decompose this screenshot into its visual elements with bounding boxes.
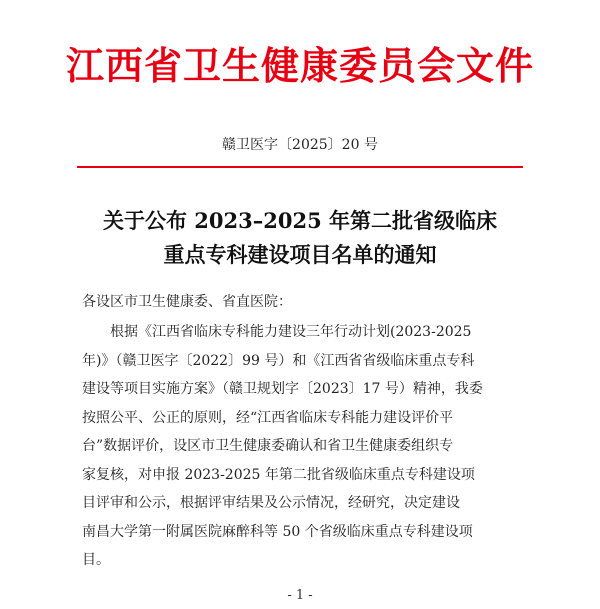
red-divider [77, 166, 523, 168]
notice-title-line-2: 重点专科建设项目名单的通知 [163, 242, 437, 267]
body-line: 目。 [82, 552, 110, 568]
document-number: 赣卫医字〔2025〕20 号 [222, 137, 378, 153]
notice-title [0, 204, 600, 272]
body-line: 目评审和公示，根据评审结果及公示情况，经研究，决定建设 [82, 495, 460, 511]
body-line: 南昌大学第一附属医院麻醉科等 50 个省级临床重点专科建设项 [82, 523, 473, 540]
notice-body [82, 318, 522, 575]
issuer-header-title: 江西省卫生健康委员会文件 [65, 43, 534, 88]
notice-title-line-1: 关于公布 2023–2025 年第二批省级临床 [102, 208, 497, 233]
body-line: 家复核，对申报 2023-2025 年第二批省级临床重点专科建设项 [82, 466, 475, 483]
body-line: 按照公平、公正的原则，经“江西省临床专科能力建设评价平 [82, 409, 454, 426]
salutation: 各设区市卫生健康委、省直医院： [82, 294, 292, 310]
body-line: 根据《江西省临床专科能力建设三年行动计划(2023-2025 [110, 324, 472, 340]
body-line: 建设等项目实施方案》（赣卫规划字〔2023〕17 号）精神，我委 [82, 381, 483, 397]
body-line: 年)》（赣卫医字〔2022〕99 号）和《江西省省级临床重点专科 [82, 352, 475, 369]
body-line: 台”数据评价，设区市卫生健康委确认和省卫生健康委组织专 [82, 438, 454, 454]
page-number: - 1 - [287, 588, 313, 603]
